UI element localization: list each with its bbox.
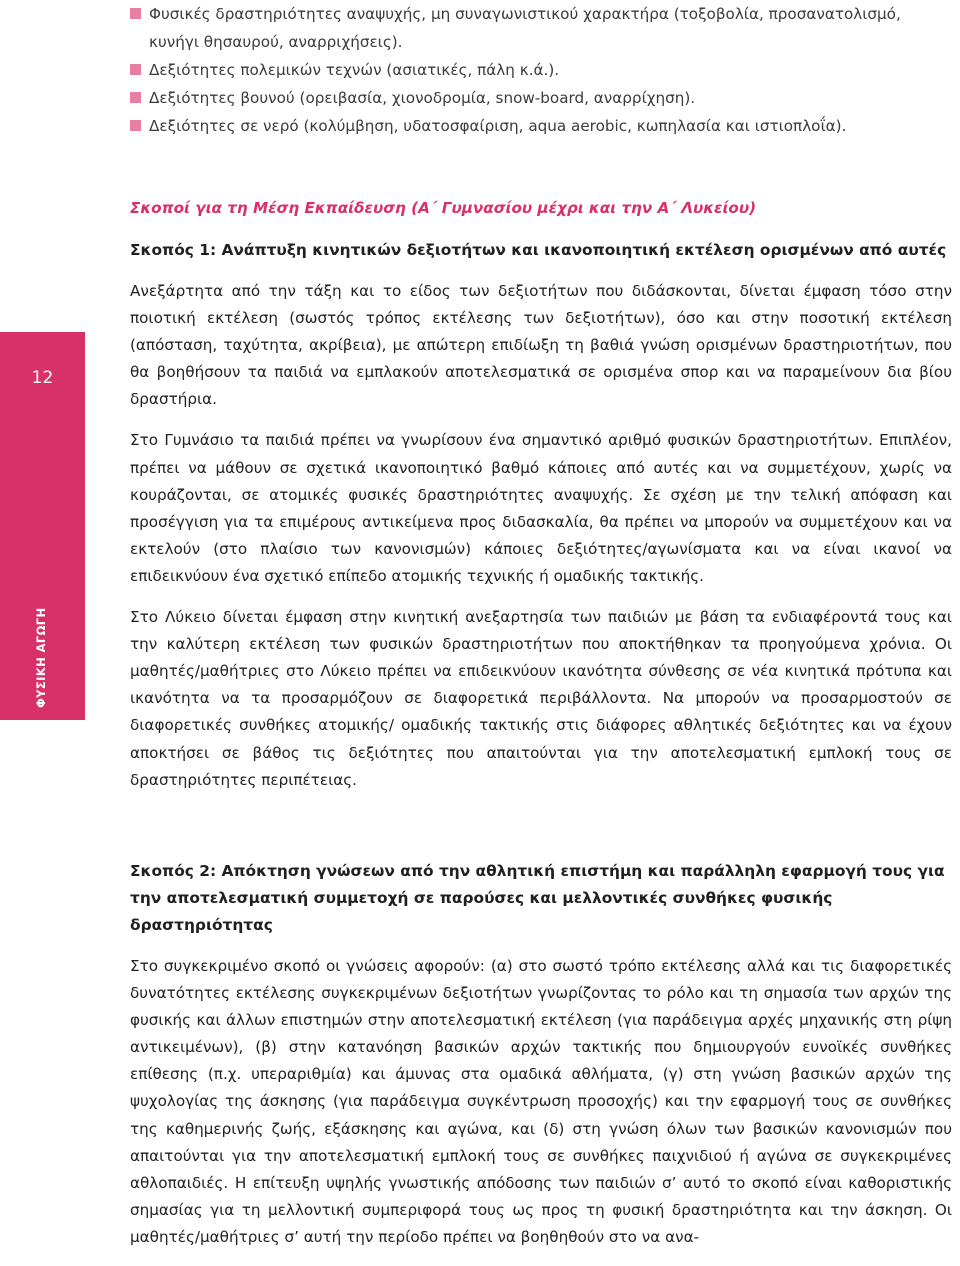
activity-list (130, 0, 952, 140)
list-item: Δεξιότητες πολεμικών τεχνών (ασιατικές, πάλη κ.ά.). (130, 56, 952, 84)
list-item: Δεξιότητες σε νερό (κολύμβηση, υδατοσφαίριση, aqua aerobic, κωπηλασία και ιστιοπλοΐα). (130, 112, 952, 140)
page-number: 12 (31, 368, 54, 388)
section-heading: Σκοποί για τη Μέση Εκπαίδευση (Α΄ Γυμνασίου μέχρι και την Α΄ Λυκείου) (130, 199, 757, 217)
aim2-section (130, 858, 952, 1265)
paragraph: Στο Λύκειο δίνεται έμφαση στην κινητική ανεξαρτησία των παιδιών με βάση τα ενδιαφέροντά τους και την καλύτερη εκτέλεση των φυσικών δραστηριοτήτων που αποκτήθηκαν τα προηγούμενα χρόνια. Οι μαθητές/μαθήτριες στο Λύκειο πρέπει να επιδεικνύουν ικανότητα σύνθεσης σε νέα κινητικά πρότυπα και ικανότητα να τα προσαρμόζουν σε διαφορετικά περιβάλλοντα. Να μπορούν να προσαρμοστούν σε διαφορετικές συνθήκες ατομικής/ ομαδικής τακτικής στις διάφορες αθλητικές δεξιότητες και να έχουν αποκτήσει σε βάθος τις δεξιότητες που απαιτούνται για την αποτελεσματική εμπλοκή τους σε δραστηριότητες περιπέτειας. (130, 608, 952, 789)
square-bullet-icon (130, 92, 141, 103)
paragraph: Στο συγκεκριμένο σκοπό οι γνώσεις αφορούν: (α) στο σωστό τρόπο εκτέλεσης αλλά και τις διαφορετικές δυνατότητες εκτέλεσης συγκεκριμένων δεξιοτήτων γνωρίζοντας το ρόλο και τη σημασία των αρχών της φυσικής και άλλων επιστημών στην αποτελεσματική εκτέλεση (για παράδειγμα αρχές μηχανικής στη ρίψη αντικειμένων), (β) στην κατανόηση βασικών αρχών τακτικής που δημιουργούν ευνοϊκές συνθήκες επίθεσης (π.χ. υπεραριθμία) και άμυνας στα ομαδικά αθλήματα, (γ) στη γνώση βασικών αρχών της ψυχολογίας της άσκησης (για παράδειγμα συγκέντρωση προσοχής) και την εφαρμογή τους σε συνθήκες της καθημερινής ζωής, εξάσκησης και αγώνα, και (δ) στη γνώση όλων των βασικών κανονισμών που απαιτούνται για την αποτελεσματική εμπλοκή τους σε συνθήκες παιχνιδιού ή αγώνα σε συγκεκριμένες αθλοπαιδιές. Η επίτευξη υψηλής γνωστικής απόδοσης των παιδιών σ’ αυτό το σκοπό είναι καθοριστικής σημασίας για τη μελλοντική συμπεριφορά τους ως προς τη φυσική δραστηριότητα και την άσκηση. Οι μαθητές/μαθήτριες σ’ αυτή την περίοδο πρέπει να βοηθηθούν στο να ανα- (130, 957, 952, 1246)
square-bullet-icon (130, 64, 141, 75)
paragraph: Ανεξάρτητα από την τάξη και το είδος των δεξιοτήτων που διδάσκονται, δίνεται έμφαση τόσο στην ποιοτική εκτέλεση (σωστός τρόπος εκτέλεσης των δεξιοτήτων), όσο και στην ποσοτική εκτέλεση (απόσταση, ταχύτητα, ακρίβεια), με απώτερη επιδίωξη τη βαθιά γνώση ορισμένων δραστηριοτήτων, που θα βοηθήσουν τα παιδιά να εμπλακούν αποτελεσματικά σε ορισμένα σπορ και να παραμείνουν δια βίου δραστήρια. (130, 282, 952, 409)
list-item: Φυσικές δραστηριότητες αναψυχής, μη συναγωνιστικού χαρακτήρα (τοξοβολία, προσανατολισμό, κυνήγι θησαυρού, αναρριχήσεις). (130, 0, 952, 56)
square-bullet-icon (130, 120, 141, 131)
list-item: Δεξιότητες βουνού (ορειβασία, χιονοδρομία, snow-board, αναρρίχηση). (130, 84, 952, 112)
aim1-section (130, 195, 952, 808)
aim2-heading: Σκοπός 2: Απόκτηση γνώσεων από την αθλητική επιστήμη και παράλληλη εφαρμογή τους για την αποτελεσματική συμμετοχή σε παρούσες και μελλοντικές συνθήκες φυσικής δραστηριότητας (130, 862, 945, 934)
section-label: ΦΥΣΙΚΗ ΑΓΩΓΗ (34, 607, 48, 708)
paragraph: Στο Γυμνάσιο τα παιδιά πρέπει να γνωρίσουν ένα σημαντικό αριθμό φυσικών δραστηριοτήτων. Επιπλέον, πρέπει να μάθουν σε σχετικά ικανοποιητικό βαθμό κάποιες από αυτές και να συμμετέχουν, χωρίς να κουράζονται, σε ατομικές φυσικές δραστηριότητες αναψυχής. Σε σχέση με την τελική απόφαση και προσέγγιση για τα επιμέρους αντικείμενα προς διδασκαλία, θα πρέπει να μπορούν να συμμετέχουν και να εκτελούν (στο πλαίσιο των κανονισμών) κάποιες δεξιότητες/αγωνίσματα και να είναι ικανοί να επιδεικνύουν ένα σχετικό επίπεδο ατομικής τεχνικής ή ομαδικής τακτικής. (130, 431, 952, 585)
aim1-heading: Σκοπός 1: Ανάπτυξη κινητικών δεξιοτήτων και ικανοποιητική εκτέλεση ορισμένων από αυτές (130, 241, 947, 259)
square-bullet-icon (130, 8, 141, 19)
